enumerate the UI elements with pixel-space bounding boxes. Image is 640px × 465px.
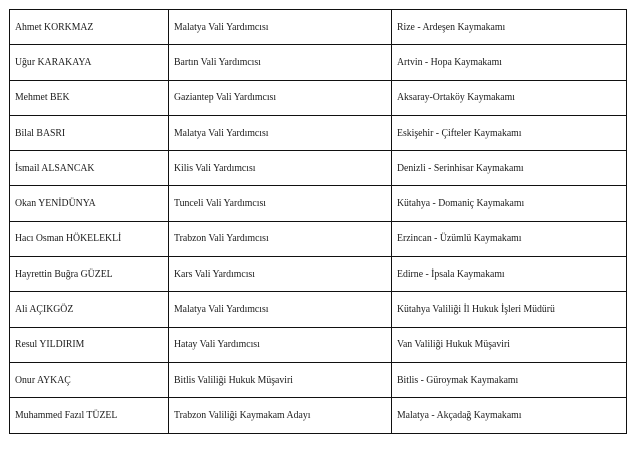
name-cell: Uğur KARAKAYA — [10, 45, 169, 80]
name-cell: Resul YILDIRIM — [10, 327, 169, 362]
current-post-cell: Kilis Vali Yardımcısı — [169, 151, 392, 186]
new-post-cell: Denizli - Serinhisar Kaymakamı — [392, 151, 627, 186]
current-post-cell: Hatay Vali Yardımcısı — [169, 327, 392, 362]
table-row — [10, 362, 627, 397]
new-post-cell: Malatya - Akçadağ Kaymakamı — [392, 398, 627, 433]
table-row — [10, 151, 627, 186]
new-post-cell: Van Valiliği Hukuk Müşaviri — [392, 327, 627, 362]
new-post-cell: Kütahya Valiliği İl Hukuk İşleri Müdürü — [392, 292, 627, 327]
current-post-cell: Malatya Vali Yardımcısı — [169, 10, 392, 45]
current-post-cell: Bitlis Valiliği Hukuk Müşaviri — [169, 362, 392, 397]
table-row — [10, 327, 627, 362]
new-post-cell: Erzincan - Üzümlü Kaymakamı — [392, 221, 627, 256]
name-cell: Mehmet BEK — [10, 80, 169, 115]
name-cell: Ahmet KORKMAZ — [10, 10, 169, 45]
new-post-cell: Eskişehir - Çifteler Kaymakamı — [392, 115, 627, 150]
appointments-table — [9, 9, 627, 434]
name-cell: Onur AYKAÇ — [10, 362, 169, 397]
table-row — [10, 10, 627, 45]
name-cell: Hayrettin Buğra GÜZEL — [10, 257, 169, 292]
table-row — [10, 115, 627, 150]
name-cell: Okan YENİDÜNYA — [10, 186, 169, 221]
new-post-cell: Artvin - Hopa Kaymakamı — [392, 45, 627, 80]
current-post-cell: Tunceli Vali Yardımcısı — [169, 186, 392, 221]
current-post-cell: Kars Vali Yardımcısı — [169, 257, 392, 292]
new-post-cell: Rize - Ardeşen Kaymakamı — [392, 10, 627, 45]
name-cell: Hacı Osman HÖKELEKLİ — [10, 221, 169, 256]
table-row — [10, 80, 627, 115]
new-post-cell: Bitlis - Güroymak Kaymakamı — [392, 362, 627, 397]
current-post-cell: Trabzon Vali Yardımcısı — [169, 221, 392, 256]
name-cell: Bilal BASRI — [10, 115, 169, 150]
table-row — [10, 257, 627, 292]
table-row — [10, 221, 627, 256]
new-post-cell: Edirne - İpsala Kaymakamı — [392, 257, 627, 292]
current-post-cell: Malatya Vali Yardımcısı — [169, 115, 392, 150]
table-row — [10, 45, 627, 80]
name-cell: Ali AÇIKGÖZ — [10, 292, 169, 327]
current-post-cell: Malatya Vali Yardımcısı — [169, 292, 392, 327]
new-post-cell: Aksaray-Ortaköy Kaymakamı — [392, 80, 627, 115]
table-row — [10, 186, 627, 221]
table-row — [10, 398, 627, 433]
appointments-table-body — [10, 10, 627, 434]
current-post-cell: Bartın Vali Yardımcısı — [169, 45, 392, 80]
new-post-cell: Kütahya - Domaniç Kaymakamı — [392, 186, 627, 221]
current-post-cell: Gaziantep Vali Yardımcısı — [169, 80, 392, 115]
table-row — [10, 292, 627, 327]
name-cell: Muhammed Fazıl TÜZEL — [10, 398, 169, 433]
current-post-cell: Trabzon Valiliği Kaymakam Adayı — [169, 398, 392, 433]
name-cell: İsmail ALSANCAK — [10, 151, 169, 186]
